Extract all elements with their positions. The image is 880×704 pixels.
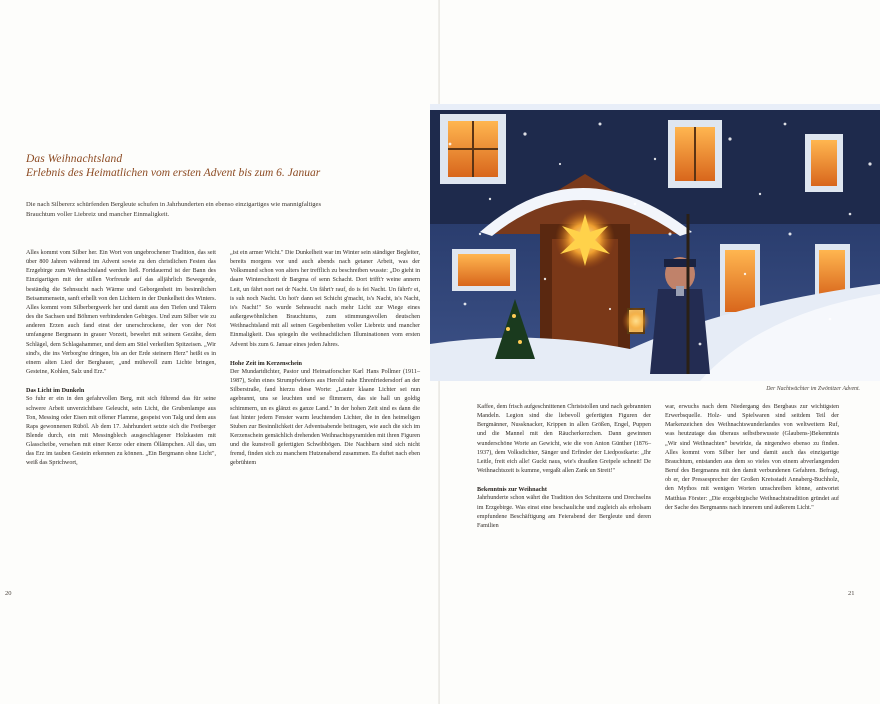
page-number-left: 20 [5,590,12,597]
text-column-1 [26,249,216,469]
paragraph: war, erwuchs nach dem Niedergang des Bergbaus zur wichtigsten Erwerbsquelle. Holz- und Spielwaren sind seitdem Teil der Markenzeichen des Weihnachtswunderlandes von weltweitem Ruf, was heutzutage das überaus selbstbewusste (Glaubens-)Bekenntnis „Wir sind Weihnachten" bewirkte, da nirgendwo ebenso zu finden. Alles kommt vom Silber her und damit auch das einzigartige Brauchtum, entstanden aus dem so vieles von einem abverlangenden Beruf des Bergmanns mit den damit verbundenen Gefahren. Befragt, ob er, der Pressesprecher der Großen Kreisstadt Annaberg-Buchholz, den Mythos mit wenigen Worten umschreiben könne, antwortet Matthias Förster: „Die erzgebirgische Weihnachtstradition gründet auf der Sache des Bergmanns nach innerem und äußerem Licht." [665,404,839,511]
text-column-4 [665,403,839,513]
text-column-3 [477,403,651,531]
text-column-2 [230,249,420,469]
paragraph: Kaffee, dem frisch aufgeschnittenen Christstollen und nach gebrannten Mandeln. Legion sind die liebevoll gefertigten Figuren der Bergmänner, Nussknacker, Krippen in allen Größen, Engel, Puppen und die Mannel mit den Räucherkerzchen. Dann gewinnen wunderschöne Worte an Gewicht, wie die von Anton Günther (1876–1937), dem Volksdichter, Sänger und Erfinder der Liedpostkarte: „Ihr Leitle, freit eich alle! Guckt naus, wie's draußen Greipele schneit! De Weihnachtszeit is kumme, vergaßt allen Zank un Streit!" [477,404,651,475]
paragraph: Der Mundartdichter, Pastor und Heimatforscher Karl Hans Pollmer (1911–1987), Sohn eines Strumpfwirkers aus Herold nahe Ehrenfriedersdorf an der Silberstraße, fand hierzu diese Worte: „Lauter klaane Lichter sei nun agebrannt, uns se leuchten und se flimmern, das sie hall un goldig schimmern, un es glänzt es ganze Land." In der hohen Zeit sind es dann die fast hinter jedem Fenster warm leuchtenden Lichter, die in den heimeligen Stuben zur Besinnlichkeit der Adventsabende beitragen, wie auch die sich im Kerzenschein gemächlich drehenden Weihnachtspyramiden mit ihren Figuren und die kunstvoll gefertigten Schwibbögen. Die Nachbarn sind sich nicht fremd, finden sich zu manchem Hutzenabend zusammen. Es duftet nach eben gebrühtem [230,368,420,467]
photo-caption: Der Nachtwächter im Zwönitzer Advent. [766,386,860,392]
section-heading: Das Licht im Dunkeln [26,387,85,395]
night-watchman-photo [430,104,880,381]
paragraph: Jahrhunderte schon währt die Tradition des Schnitzens und Drechselns im Erzgebirge. Was einst eine beschauliche und zugleich als erholsam empfundene Beschäftigung am Feierabend der Bergleute und deren Familien [477,495,651,529]
paragraph: Alles kommt vom Silber her. Ein Wort von ungebrochener Tradition, das seit über 800 Jahren während im Advent sowie zu den christlichen Festen das Erzgebirge zum Weihnachtsland werden ließ. Fortdauernd ist der Bann des Einzigartigen mit der stillen Vorfreude auf das alljährlich Bewegende, beständig die Sehnsucht nach Wärme und Geborgenheit im besinnlichen Beisammensein, sanft erhellt von den Lichtern in der Dunkelheit des Winters. Alles kommt vom Silberbergwerk her und damit aus den Tiefen und Tälern des die Sachsen und Böhmen verbindenden Gebirges. Und zum Silber wie zu anderen Erzen auch fand einst der unerschrockene, der von der Not umfangene Bergmann in grauer Vorzeit, bewehrt mit seinem Gezähe, dem Schlägel, dem Schlagahammer, und dem am Stiel verkeilten Spitzeisen. „Wir sind's, die ins Verborg'ne dringen, bis an der Erde steinern Herz" heißt es in einem alten Lied der Berghauer, „und mühevoll zum Lichte bringen, Gesteine, Kohlen, Salz und Erz." [26,250,216,376]
article-title: Das Weihnachtsland [26,153,123,165]
photo-illustration [430,104,880,381]
paragraph: So fuhr er ein in den gefahrvollen Berg, mit sich führend das für seine schwere Arbeit unverzichtbare Geleucht, sein Licht, die Grubenlampe aus Ton, Messing oder Eisen mit offener Flamme, gespeist von Talg und dem aus Raps gewonnenen Rüböl. Ab dem 17. Jahrhundert setzte sich die Freiberger Blende durch, ein mit Messingblech ausgeschlagener Holzkasten mit Glasscheibe, versehen mit einer Kerze oder einem Öllämpchen. All das, um das Erz im tauben Gestein erkennen zu können. „Ein Bergmann ohne Licht", weiß das Sprichwort, [26,396,216,467]
section-heading: Bekenntnis zur Weihnacht [477,486,547,494]
page-number-right: 21 [848,590,855,597]
article-subtitle: Erlebnis des Heimatlichen vom ersten Advent bis zum 6. Januar [26,167,321,179]
section-heading: Hohe Zeit im Kerzenschein [230,359,303,367]
paragraph: „ist ein armer Wicht." Die Dunkelheit war im Winter sein ständiger Begleiter, bereits morgens vor und auch abends nach getaner Arbeit, was der Volksmund schon von alters her trefflich zu beschreiben wusste: „Do gieht in daare Winterschzeit dr Bargma of senn Schacht. Dort trifft'r weine annern Leit, un fährt nort nei dr Nacht. Un fährt'r rauf, do is fei Nacht. Un fährt'r ei, is suh noch Nacht. Un hot'r dann sei Schicht g'macht, is's Nacht, is's Nacht, is's Nacht!" So wurde Sehnsucht nach mehr Licht zur Wiege eines außergewöhnlichen Brauchtums, zum stimmungsvollen deutschen Weihnachtsland mit all seinen Gegebenheiten voller Liebreiz und mancher Einmaligkeit. Das spiegeln die weihnachtlichen Illuminationen vom ersten Advent bis zum 6. Januar eines jeden Jahres. [230,250,420,348]
article-intro: Die nach Silbererz schürfenden Bergleute schufen in Jahrhunderten ein ebenso einzigartiges wie mannigfaltiges Brauchtum voller Liebreiz und mancher Einmaligkeit. [26,201,322,218]
